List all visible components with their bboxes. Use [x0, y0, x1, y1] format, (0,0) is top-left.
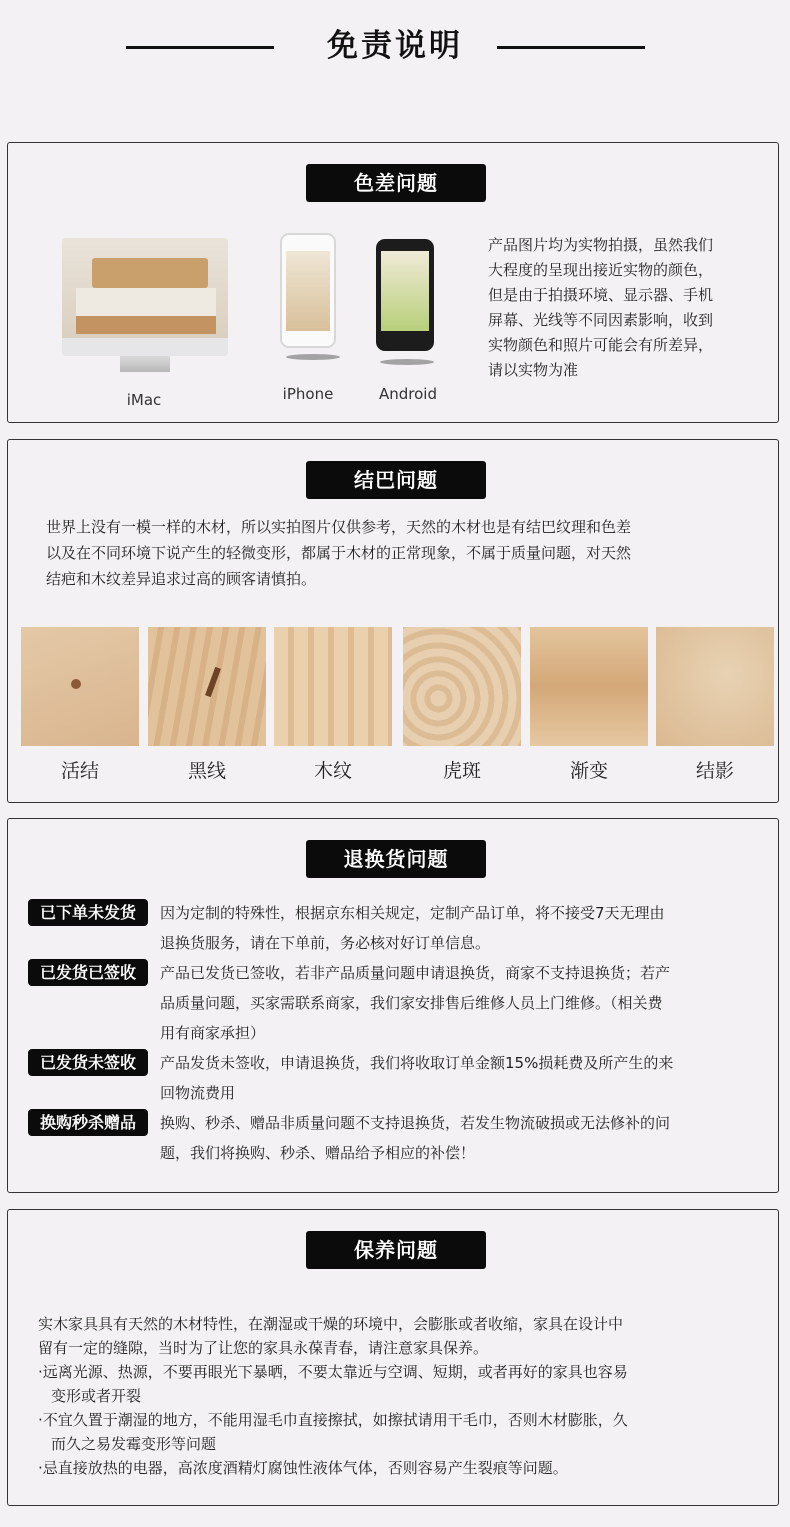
- returns-section: [7, 818, 779, 1193]
- page-title-text: 免责说明: [327, 28, 463, 64]
- wood-sample-black-line: [148, 627, 266, 746]
- wood-label: 活结: [60, 760, 99, 782]
- color-difference-text: 产品图片均为实物拍摄，虽然我们 大程度的呈现出接近实物的颜色， 但是由于拍摄环境、显示器、手机 屏幕、光线等不同因素影响，收到 实物颜色和照片可能会有所差异， 请以实物为准: [488, 236, 714, 379]
- title-rule-left: [126, 46, 274, 49]
- return-text: 因为定制的特殊性，根据京东相关规定，定制产品订单，将不接受7天无理由 退换货服务，请在下单前，务必核对好订单信息。: [160, 904, 665, 952]
- knot-section: [7, 439, 779, 803]
- iphone-label: iPhone: [282, 385, 334, 403]
- wood-sample-live-knot: [21, 627, 139, 746]
- imac-image: [62, 238, 228, 377]
- return-tag: 已发货未签收: [28, 1049, 148, 1076]
- returns-heading: 退换货问题: [306, 840, 486, 878]
- wood-label: 虎斑: [442, 760, 481, 782]
- wood-sample-grain: [274, 627, 392, 746]
- return-tag: 已发货已签收: [28, 959, 148, 986]
- page-title: [0, 22, 790, 70]
- android-phone-image: [376, 239, 434, 351]
- color-difference-heading: 色差问题: [306, 164, 486, 202]
- care-section: [7, 1209, 779, 1506]
- return-tag: 换购秒杀赠品: [28, 1109, 148, 1136]
- android-label: Android: [379, 385, 437, 403]
- return-tag: 已下单未发货: [28, 899, 148, 926]
- wood-label: 黑线: [187, 760, 226, 782]
- return-text: 换购、秒杀、赠品非质量问题不支持退换货，若发生物流破损或无法修补的问 题，我们将换购、秒杀、赠品给予相应的补偿！: [160, 1114, 671, 1162]
- care-heading: 保养问题: [306, 1231, 486, 1269]
- iphone-image: [280, 233, 336, 348]
- knot-text: 世界上没有一模一样的木材，所以实拍图片仅供参考，天然的木材也是有结巴纹理和色差 以及在不同环境下说产生的轻微变形，都属于木材的正常现象，不属于质量问题，对天然 结疤和木纹差异追求过高的顾客请慎拍。: [46, 518, 632, 588]
- color-difference-section: [7, 142, 779, 423]
- wood-label: 渐变: [569, 760, 608, 782]
- wood-sample-knot-shadow: [656, 627, 774, 746]
- title-rule-right: [497, 46, 645, 49]
- wood-sample-gradient: [530, 627, 648, 746]
- care-text: 实木家具具有天然的木材特性，在潮湿或干燥的环境中，会膨胀或者收缩，家具在设计中 留有一定的缝隙，当时为了让您的家具永葆青春，请注意家具保养。 ·远离光源、热源，不要再眼光下暴晒，不要太靠近与空调、短期，或者再好的家具也容易 变形或者开裂 ·不宜久置于潮湿的地方，不能用湿毛巾直接擦拭，如擦拭请用干毛巾，否则木材膨胀，久 而久之易发霉变形等问题 ·忌直接放热的电器，高浓度酒精灯腐蚀性液体气体，否则容易产生裂痕等问题。: [38, 1315, 628, 1477]
- imac-label: iMac: [126, 391, 162, 409]
- return-text: 产品已发货已签收，若非产品质量问题申请退换货，商家不支持退换货；若产 品质量问题，买家需联系商家，我们家安排售后维修人员上门维修。（相关费 用有商家承担）: [160, 964, 671, 1042]
- wood-sample-tiger-stripe: [403, 627, 521, 746]
- wood-label: 结影: [695, 760, 734, 782]
- knot-heading: 结巴问题: [306, 461, 486, 499]
- wood-label: 木纹: [313, 760, 352, 782]
- return-text: 产品发货未签收，申请退换货，我们将收取订单金额15%损耗费及所产生的来 回物流费用: [160, 1054, 674, 1102]
